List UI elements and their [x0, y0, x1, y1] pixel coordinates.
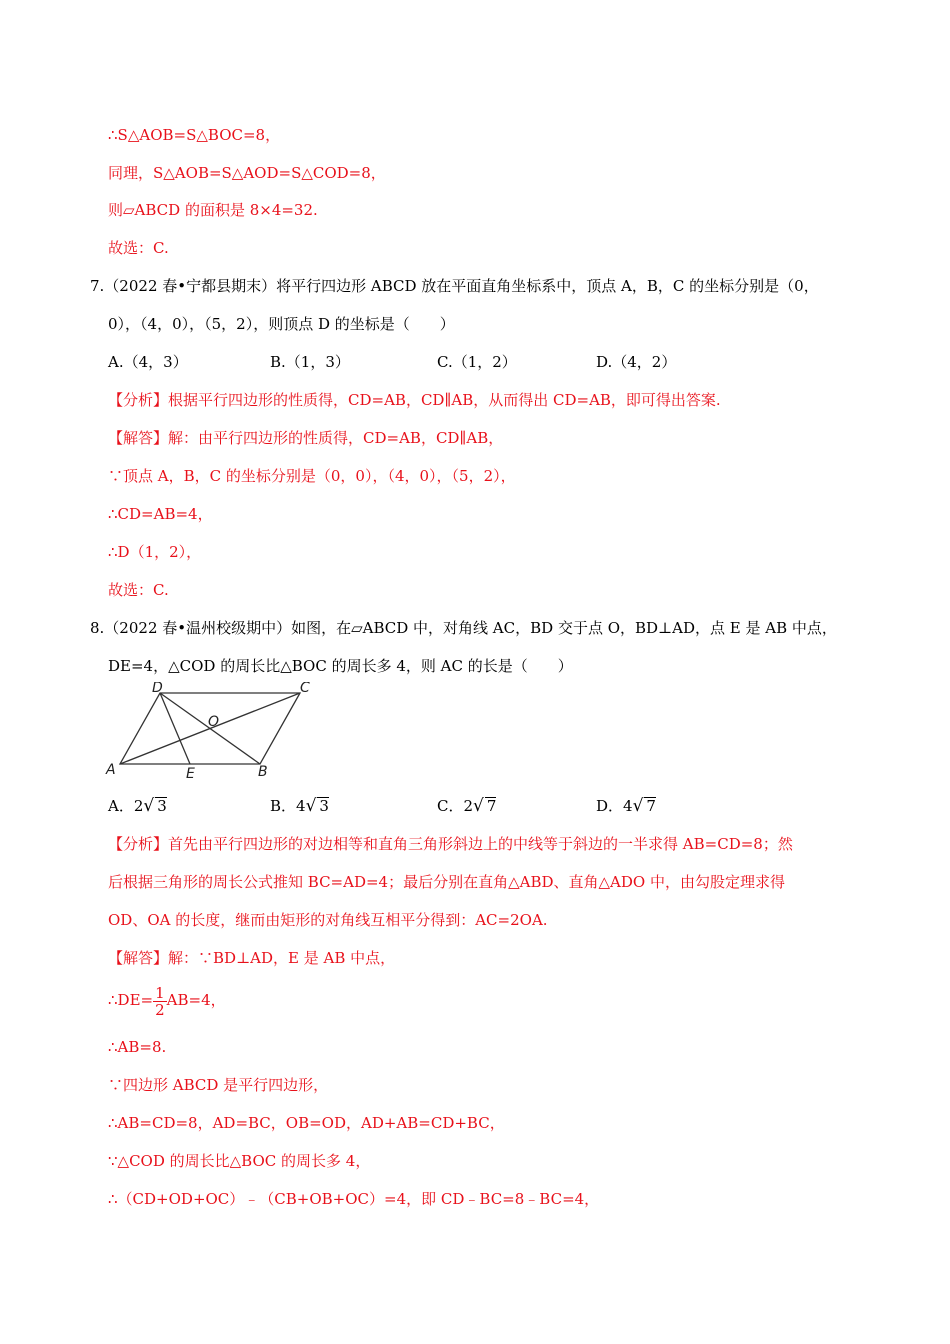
solution-line: ∵四边形 ABCD 是平行四边形，	[108, 1076, 329, 1094]
label-b: B	[258, 764, 268, 780]
analysis-text: 首先由平行四边形的对边相等和直角三角形斜边上的中线等于斜边的一半求得 AB=CD=8；然	[168, 835, 793, 853]
option-c: C.（1，2）	[437, 353, 517, 371]
option-a: A．2√ 3	[108, 796, 167, 816]
analysis-tag: 【分析】	[108, 391, 169, 409]
answer-line	[108, 427, 503, 449]
answer-tag: 【解答】	[108, 949, 169, 967]
solution-line: 故选：C.	[108, 239, 169, 257]
option-b: B．4√ 3	[270, 796, 329, 816]
answer-line	[108, 947, 395, 969]
question-8-options	[108, 795, 868, 819]
solution-line: 同理，S△AOB=S△AOD=S△COD=8，	[108, 164, 386, 182]
answer-text: 解：由平行四边形的性质得，CD=AB，CD∥AB，	[168, 429, 504, 447]
analysis-line: 后根据三角形的周长公式推知 BC=AD=4；最后分别在直角△ABD、直角△ADO 中，由勾股定理求得	[108, 873, 785, 891]
question-7-stem-cont: 0），（4，0），（5，2），则顶点 D 的坐标是（ ）	[108, 315, 455, 333]
label-o: O	[208, 714, 220, 730]
parallelogram-figure	[104, 682, 324, 782]
solution-line: ∵顶点 A，B，C 的坐标分别是（0，0），（4，0），（5，2），	[108, 467, 516, 485]
solution-line: ∴CD=AB=4，	[108, 505, 213, 523]
question-8-stem: 8.（2022 春•温州校级期中）如图，在▱ABCD 中，对角线 AC，BD 交于点 O，BD⊥AD，点 E 是 AB 中点，	[90, 619, 837, 637]
question-8-stem-cont: DE=4，△COD 的周长比△BOC 的周长多 4，则 AC 的长是（ ）	[108, 657, 573, 675]
option-c: C．2√ 7	[437, 796, 497, 816]
option-a: A.（4，3）	[108, 353, 188, 371]
solution-line: 故选：C.	[108, 581, 169, 599]
label-a: A	[106, 762, 116, 778]
question-7-stem: 7.（2022 春•宁都县期末）将平行四边形 ABCD 放在平面直角坐标系中，顶点 A，B，C 的坐标分别是（0，	[90, 277, 819, 295]
label-d: D	[152, 682, 163, 696]
solution-line: ∴（CD+OD+OC）﹣（CB+OB+OC）=4，即 CD﹣BC=8﹣BC=4，	[108, 1190, 600, 1208]
solution-line: ∴D（1，2），	[108, 543, 202, 561]
analysis-line: OD、OA 的长度，继而由矩形的对角线互相平分得到：AC=2OA.	[108, 911, 548, 929]
analysis-line	[108, 389, 721, 411]
label-c: C	[300, 682, 310, 696]
option-d: D．4√ 7	[596, 796, 656, 816]
option-b: B.（1，3）	[270, 353, 350, 371]
answer-text: 解：∵BD⊥AD，E 是 AB 中点，	[168, 949, 396, 967]
solution-line: ∵△COD 的周长比△BOC 的周长多 4，	[108, 1152, 371, 1170]
solution-line: ∴AB=8.	[108, 1038, 167, 1056]
solution-line: ∴S△AOB=S△BOC=8，	[108, 126, 281, 144]
analysis-text: 根据平行四边形的性质得，CD=AB，CD∥AB，从而得出 CD=AB，即可得出答案.	[168, 391, 721, 409]
answer-tag: 【解答】	[108, 429, 169, 447]
fraction-half: $\frac{1}{2}$	[155, 983, 165, 1019]
option-d: D.（4，2）	[596, 353, 677, 371]
solution-line: ∴DE= $\frac{1}{2}$ AB=4，	[108, 983, 226, 1019]
analysis-tag: 【分析】	[108, 835, 169, 853]
solution-line: ∴AB=CD=8，AD=BC，OB=OD，AD+AB=CD+BC，	[108, 1114, 505, 1132]
solution-line: 则▱ABCD 的面积是 8×4=32.	[108, 201, 318, 219]
label-e: E	[186, 766, 195, 782]
analysis-line	[108, 833, 793, 855]
